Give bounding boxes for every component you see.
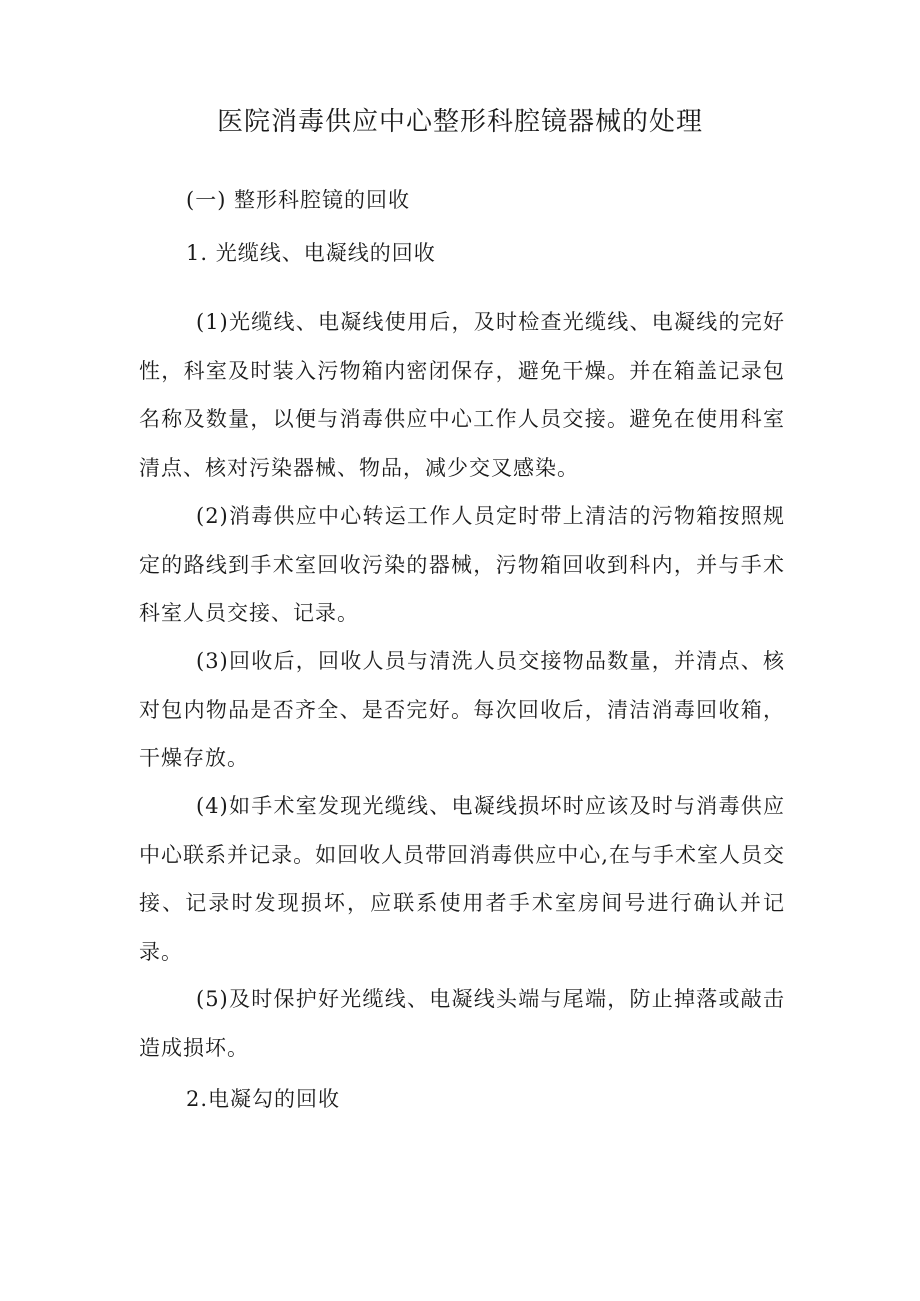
section-heading: (一) 整形科腔镜的回收 <box>186 188 411 212</box>
document-title: 医院消毒供应中心整形科腔镜器械的处理 <box>216 107 703 137</box>
subsection-heading-2: 2.电凝勾的回收 <box>186 1087 341 1111</box>
paragraph-2: (2)消毒供应中心转运工作人员定时带上清洁的污物箱按照规定的路线到手术室回收污染的器械，污物箱回收到科内，并与手术科室人员交接、记录。 <box>139 504 785 625</box>
paragraph-4: (4)如手术室发现光缆线、电凝线损坏时应该及时与消毒供应中心联系并记录。如回收人员带回消毒供应中心,在与手术室人员交接、记录时发现损坏，应联系使用者手术室房间号进行确认并记录。 <box>139 794 785 964</box>
paragraph-5: (5)及时保护好光缆线、电凝线头端与尾端，防止掉落或敲击造成损坏。 <box>139 987 785 1060</box>
paragraph-3: (3)回收后，回收人员与清洗人员交接物品数量，并清点、核对包内物品是否齐全、是否完好。每次回收后，清洁消毒回收箱，干燥存放。 <box>139 649 785 770</box>
paragraph-1: (1)光缆线、电凝线使用后，及时检查光缆线、电凝线的完好性，科室及时装入污物箱内密闭保存，避免干燥。并在箱盖记录包名称及数量，以便与消毒供应中心工作人员交接。避免在使用科室清点、核对污染器械、物品，减少交叉感染。 <box>139 310 785 480</box>
subsection-heading: 1. 光缆线、电凝线的回收 <box>186 241 436 265</box>
